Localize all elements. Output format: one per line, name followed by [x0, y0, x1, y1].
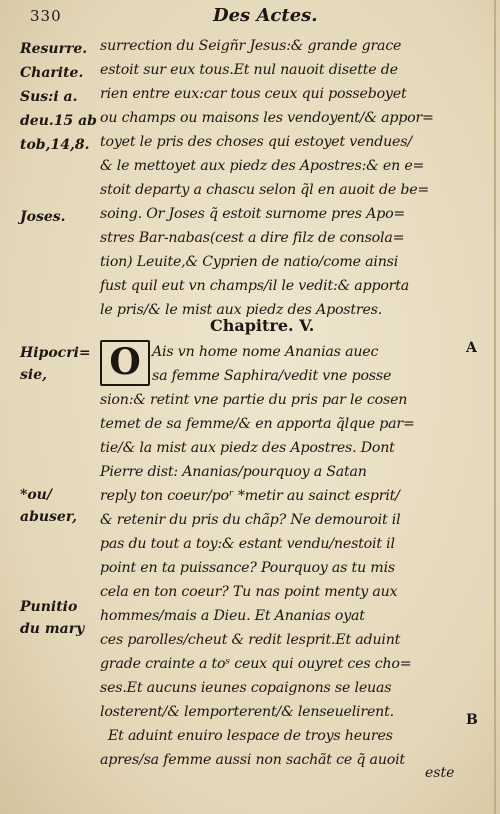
section-mark: B: [466, 712, 478, 728]
margin-note: Sus:i a.: [20, 89, 78, 105]
margin-note: Hipocri=: [20, 345, 91, 361]
text-line: cela en ton coeur? Tu nas point menty aux: [100, 584, 398, 600]
text-line: hommes/mais a Dieu. Et Ananias oyat: [100, 608, 365, 624]
text-line: toyet le pris des choses qui estoyet vendues/: [100, 134, 412, 150]
text-line: sion:& retint vne partie du pris par le cosen: [100, 392, 408, 408]
text-line: ces parolles/cheut & redit lesprit.Et aduint: [100, 632, 401, 648]
text-line: stres Bar-nabas(cest a dire filz de consola=: [100, 230, 405, 246]
catchword: este: [425, 765, 455, 781]
text-line: grade crainte a toˢ ceux qui ouyret ces cho=: [100, 656, 412, 672]
text-line: fust quil eut vn champs/il le vedit:& apporta: [100, 278, 410, 294]
margin-note: Joses.: [20, 209, 66, 225]
text-line: stoit departy a chascu selon q̃l en auoit de be=: [100, 182, 430, 198]
margin-note: deu.15 ab: [20, 113, 97, 129]
text-line: reply ton coeur/poʳ *metir au sainct esprit/: [100, 488, 400, 504]
margin-note: tob,14,8.: [20, 137, 90, 153]
margin-note: du mary: [20, 621, 85, 637]
text-line: rien entre eux:car tous ceux qui posseboyet: [100, 86, 407, 102]
folio-number: 330: [30, 7, 62, 25]
margin-note: Charite.: [20, 65, 84, 81]
text-line: temet de sa femme/& en apporta q̃lque par=: [100, 416, 415, 432]
running-head: Des Actes.: [213, 5, 318, 26]
section-mark: A: [466, 340, 477, 356]
text-line: ou champs ou maisons les vendoyent/& appor=: [100, 110, 434, 126]
margin-note: abuser,: [20, 509, 78, 525]
page-edge: [494, 0, 496, 814]
text-line: soing. Or Joses q̃ estoit surnome pres Apo=: [100, 206, 406, 222]
text-line: le pris/& le mist aux piedz des Apostres.: [100, 302, 383, 318]
text-line: tion) Leuite,& Cyprien de natio/come ainsi: [100, 254, 399, 270]
text-line: Pierre dist: Ananias/pourquoy a Satan: [100, 464, 367, 480]
text-line: surrection du Seigñr Jesus:& grande grace: [100, 38, 402, 54]
text-line: estoit sur eux tous.Et nul nauoit disette de: [100, 62, 398, 78]
margin-note: *ou/: [20, 487, 52, 503]
text-line: apres/sa femme aussi non sachãt ce q̃ auoit: [100, 752, 405, 768]
chapter-heading: Chapitre. V.: [210, 316, 315, 335]
margin-note: sie,: [20, 367, 47, 383]
text-line: sa femme Saphira/vedit vne posse: [152, 368, 392, 384]
text-line: ses.Et aucuns ieunes copaignons se leuas: [100, 680, 392, 696]
margin-note: Resurre.: [20, 41, 88, 57]
text-line: point en ta puissance? Pourquoy as tu mis: [100, 560, 395, 576]
page-header: [18, 4, 482, 28]
text-line: Ais vn home nome Ananias auec: [152, 344, 379, 360]
text-line: & le mettoyet aux piedz des Apostres:& en e=: [100, 158, 425, 174]
text-line: pas du tout a toy:& estant vendu/nestoit il: [100, 536, 395, 552]
decorated-initial: O: [100, 340, 150, 386]
text-line: & retenir du pris du chãp? Ne demouroit il: [100, 512, 401, 528]
margin-note: Punitio: [20, 599, 78, 615]
text-line: Et aduint enuiro lespace de troys heures: [108, 728, 393, 744]
text-line: tie/& la mist aux piedz des Apostres. Dont: [100, 440, 395, 456]
text-line: losterent/& lemporterent/& lenseuelirent.: [100, 704, 394, 720]
